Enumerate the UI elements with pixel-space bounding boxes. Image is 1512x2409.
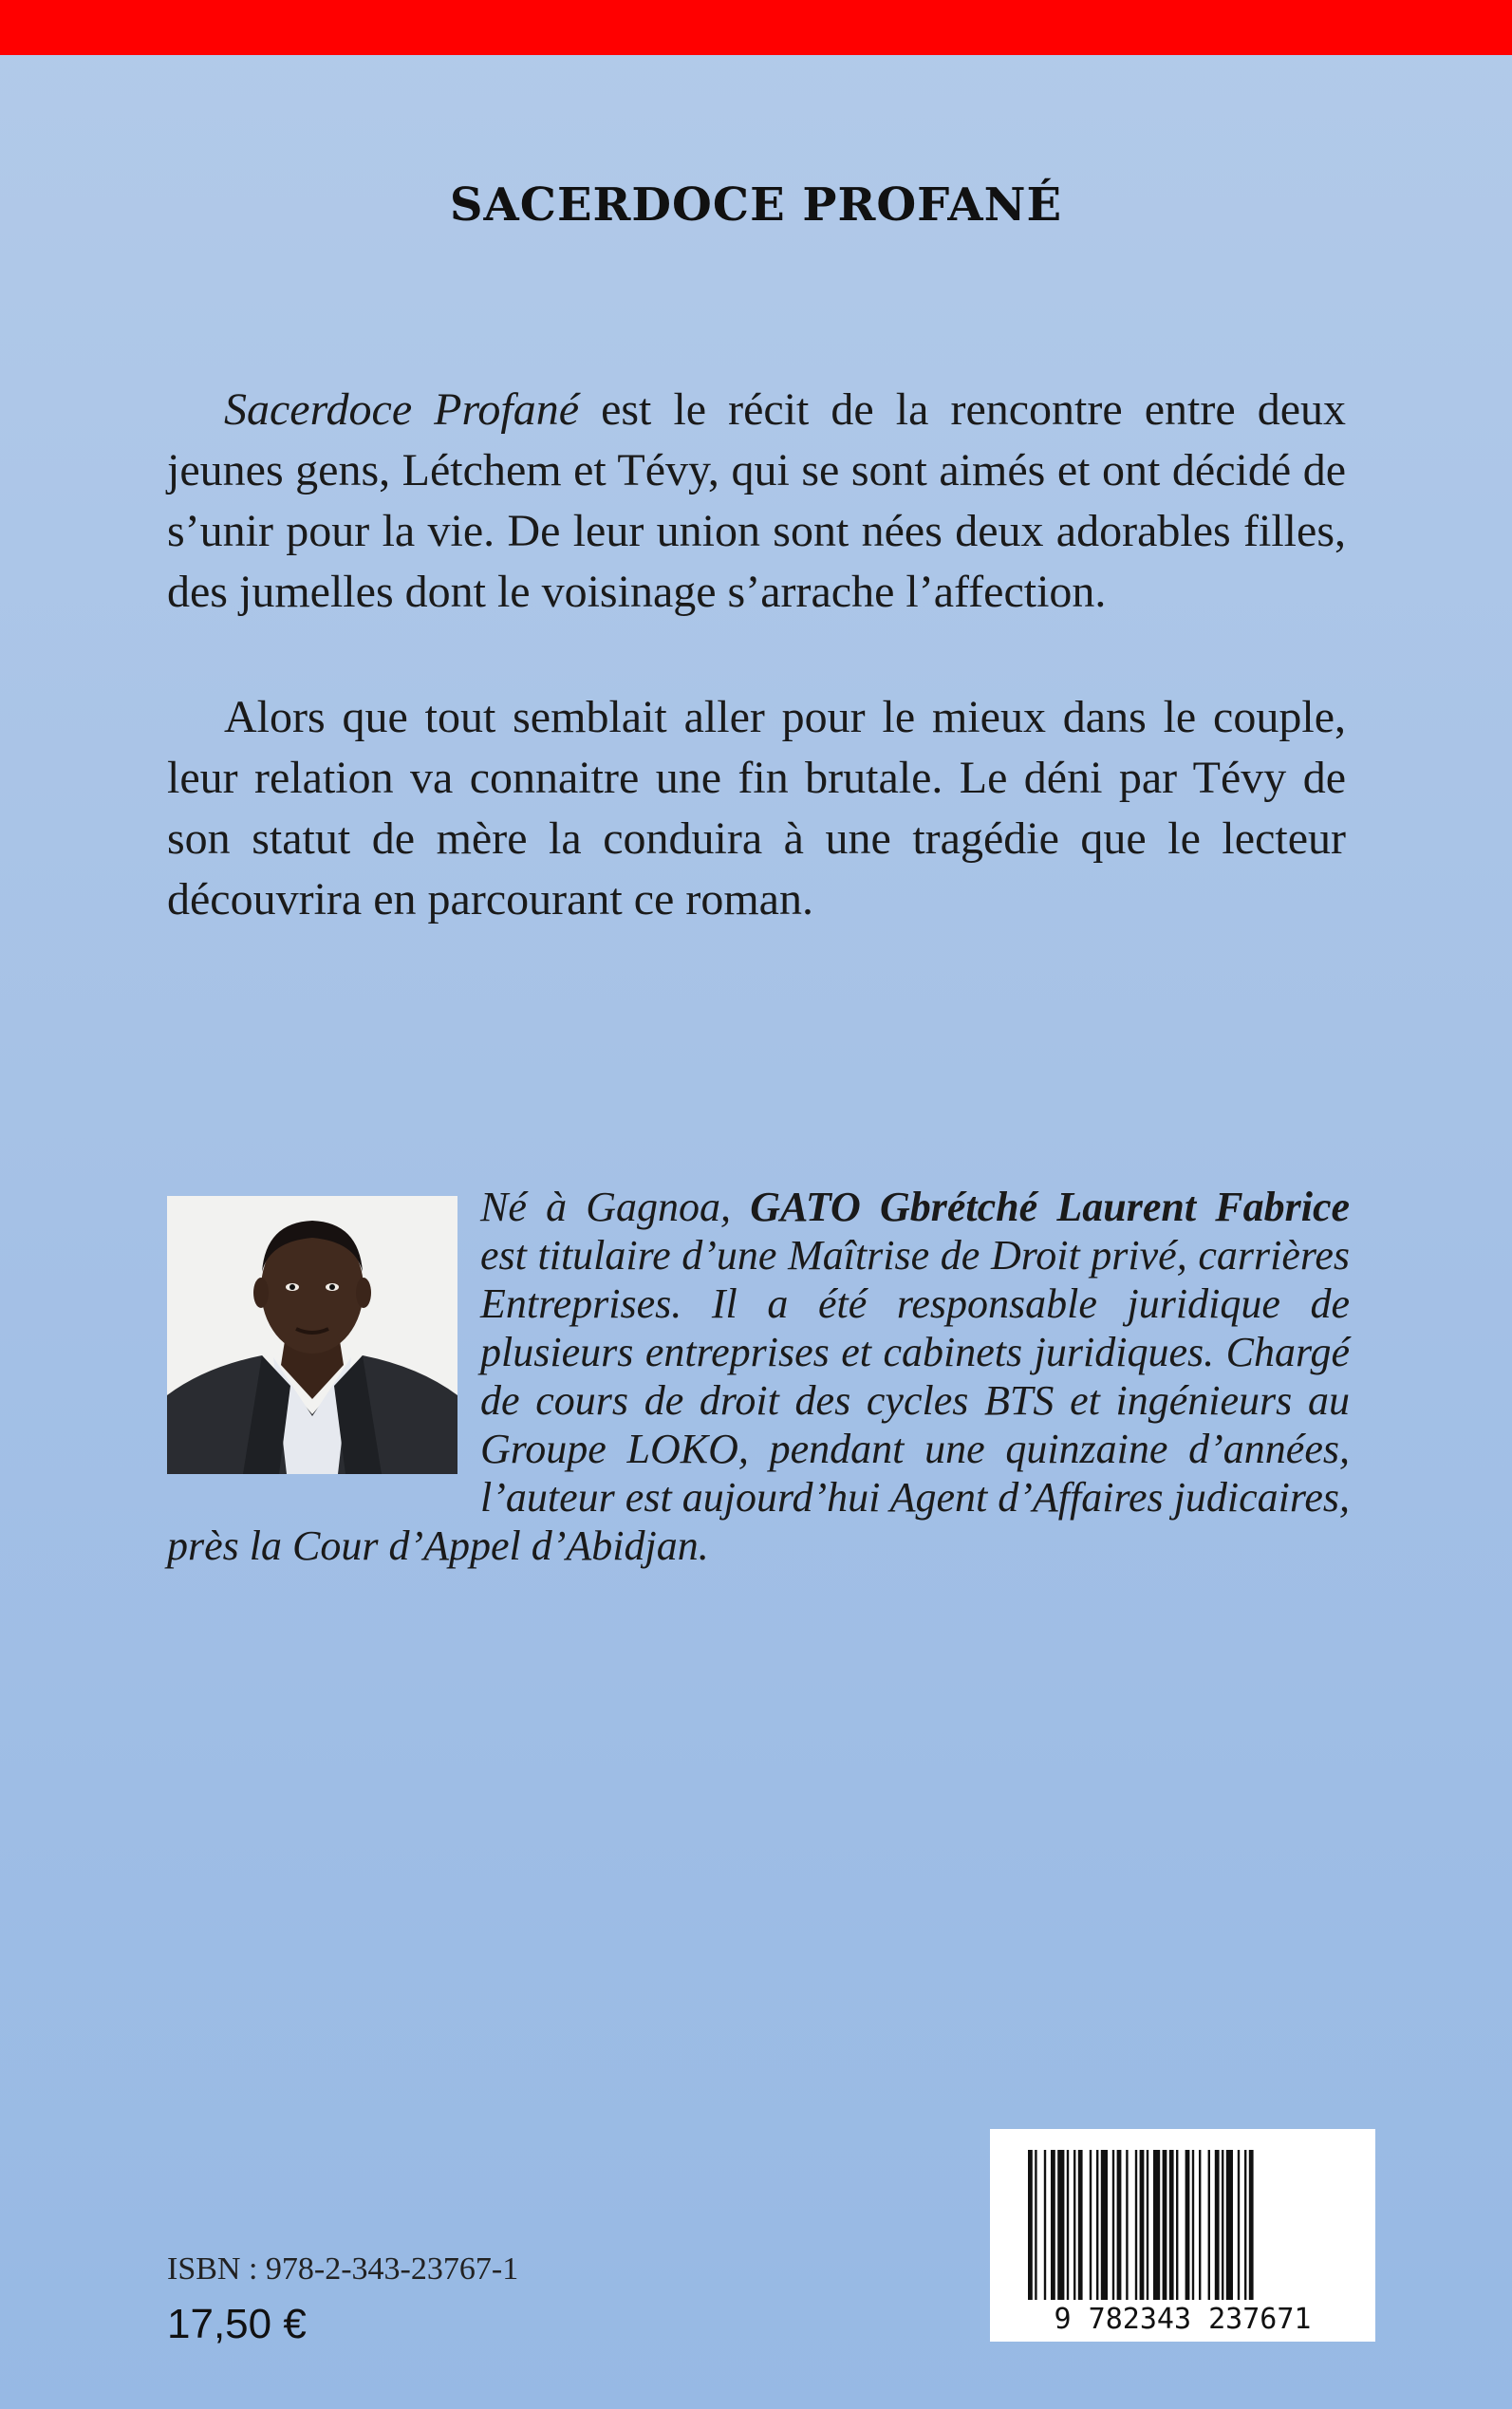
barcode-bar	[1153, 2150, 1160, 2300]
barcode-bar	[1226, 2150, 1233, 2300]
summary-paragraph-1-text: est le récit de la rencontre entre deux jeunes gens, Létchem et Tévy, qui se sont aimés et ont décidé de s’unir pour la vie. De leur union sont nées deux adorables filles, des jumelles dont le voisinage s’arrache l’affection.	[167, 384, 1347, 617]
summary-paragraph-1	[167, 380, 1346, 623]
barcode	[990, 2129, 1375, 2342]
price: 17,50 €	[167, 2301, 307, 2347]
barcode-bar	[1222, 2150, 1223, 2300]
photo-text-wrap-spacer	[167, 1183, 480, 1485]
barcode-bar	[1090, 2150, 1092, 2300]
barcode-bar	[1044, 2150, 1046, 2300]
barcode-icon	[990, 2129, 1375, 2342]
barcode-bar	[1135, 2150, 1137, 2300]
barcode-bar	[1192, 2150, 1194, 2300]
barcode-bar	[1117, 2150, 1122, 2300]
bio-text: est titulaire d’une Maîtrise de Droit privé, carrières Entreprises. Il a été responsable juridique de plusieurs entreprises et cabinets juridiques. Chargé de cours de droit des cycles BTS et ingénieurs au Groupe LOKO, pendant une quinzaine d’années, l’auteur est aujourd’hui Agent d’Affaires judicaires, près la Cour d’Appel d’Abidjan.	[167, 1232, 1350, 1569]
barcode-bar	[1176, 2150, 1178, 2300]
barcode-bar	[1073, 2150, 1075, 2300]
barcode-bar	[1244, 2150, 1246, 2300]
barcode-bar	[1126, 2150, 1128, 2300]
barcode-bar	[1249, 2150, 1254, 2300]
barcode-bar	[1035, 2150, 1036, 2300]
barcode-bar	[1057, 2150, 1064, 2300]
barcode-bar	[1147, 2150, 1148, 2300]
barcode-bar	[1208, 2150, 1210, 2300]
barcode-bar	[1238, 2150, 1240, 2300]
summary-paragraph-2: Alors que tout semblait aller pour le mieux dans le couple, leur relation va connaitre une fin brutale. Le déni par Tévy de son statut de mère la conduira à une tragédie que le lecteur découvrira en parcourant ce roman.	[167, 692, 1346, 924]
barcode-bar	[1067, 2150, 1069, 2300]
barcode-bar	[1199, 2150, 1201, 2300]
author-name: GATO Gbrétché Laurent Fabrice	[750, 1184, 1350, 1230]
barcode-bar	[1028, 2150, 1033, 2300]
author-bio	[167, 1183, 1350, 1570]
barcode-bar	[1169, 2150, 1174, 2300]
barcode-bar	[1140, 2150, 1145, 2300]
barcode-bar	[1163, 2150, 1167, 2300]
barcode-bar	[1112, 2150, 1114, 2300]
isbn: ISBN : 978-2-343-23767-1	[167, 2251, 519, 2287]
bio-intro: Né à Gagnoa,	[480, 1184, 751, 1230]
book-title: SACERDOCE PROFANÉ	[449, 178, 1063, 232]
barcode-bar	[1051, 2150, 1055, 2300]
barcode-bar	[1101, 2150, 1108, 2300]
summary-title-italic: Sacerdoce Profané	[224, 384, 580, 435]
top-red-band	[0, 0, 1512, 55]
barcode-bar	[1185, 2150, 1190, 2300]
barcode-bar	[1096, 2150, 1098, 2300]
barcode-digits: 9 782343 237671	[1054, 2303, 1312, 2336]
barcode-bar	[1078, 2150, 1083, 2300]
barcode-bar	[1215, 2150, 1220, 2300]
